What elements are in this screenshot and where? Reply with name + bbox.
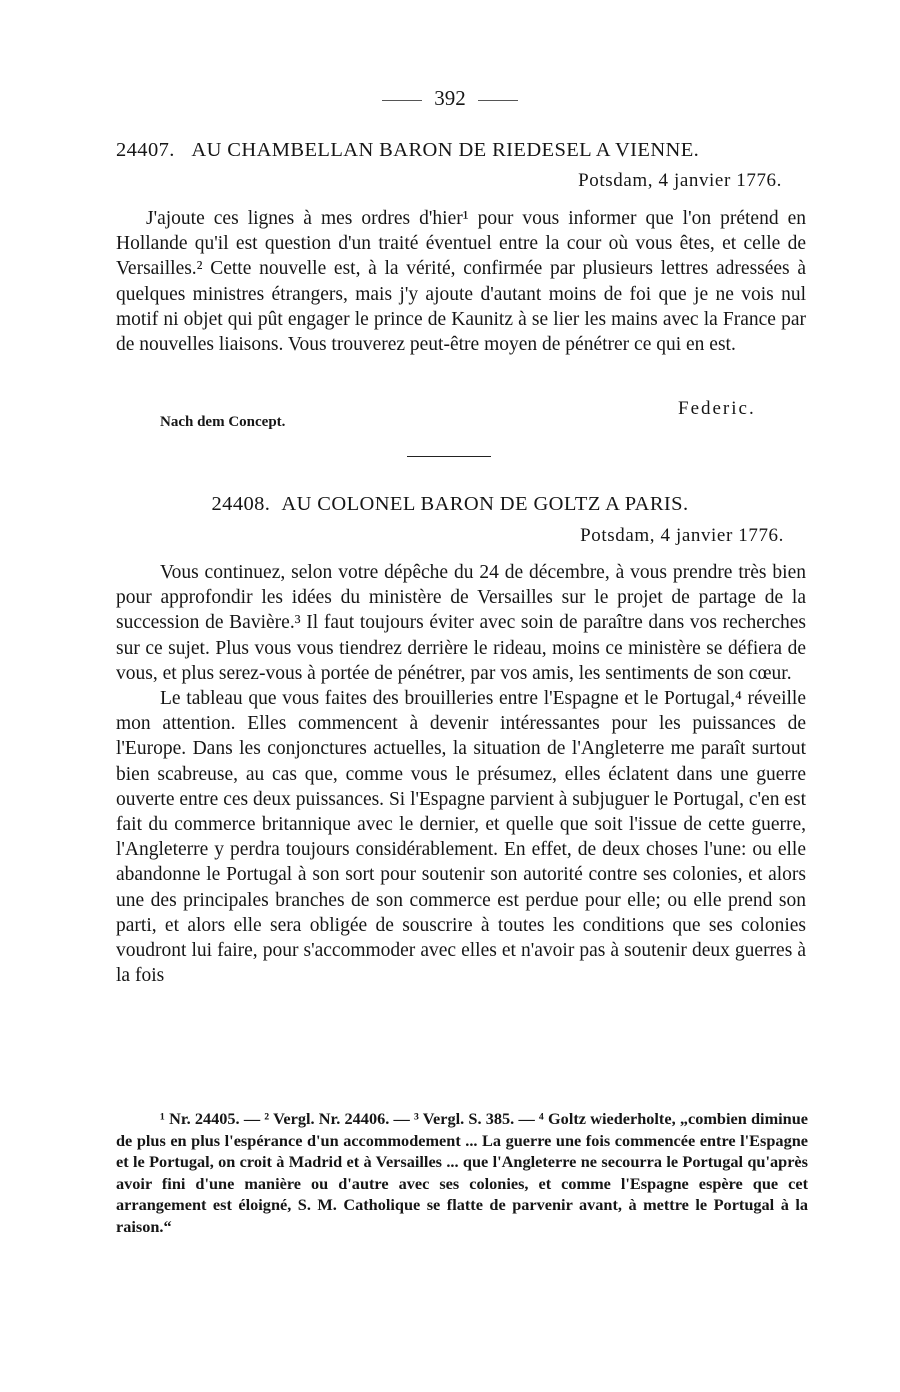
letter-body: [116, 560, 806, 988]
letter-heading: [100, 493, 800, 516]
letter-paragraph: Le tableau que vous faites des brouilleries entre l'Espagne et le Portugal,⁴ réveille mon attention. Elles commencent à devenir intéressantes pour les puissances de l'Europe. Dans les conjonctures actuelles, la situation de l'Angleterre me paraît surtout bien scabreuse, au cas que, comme vous le présumez, elles éclatent dans une guerre ouverte entre ces deux puissances. Si l'Espagne parvient à subjuguer le Portugal, c'en est fait du commerce britannique avec le dernier, et quelle que soit l'issue de cette guerre, l'Angleterre y perdra toujours considérablement. En effet, de deux choses l'une: ou elle abandonne le Portugal à son sort pour soutenir son autorité contre ses colonies, et alors une des principales branches de son commerce est perdue pour elle; ou elle prend son parti, et alors elle sera obligée de souscrire à toutes les conditions que ses colonies voudront lui faire, pour s'accommoder avec elles et n'avoir pas à soutenir deux guerres à la fois: [116, 688, 806, 987]
header-rule-right: [478, 100, 518, 101]
letter-paragraph: Vous continuez, selon votre dépêche du 24 de décembre, à vous prendre très bien pour approfondir les idées du ministère de Versailles sur le projet de partage de la succession de Bavière.³ Il faut toujours éviter avec soin de paraître dans vos recherches sur ce sujet. Plus vous vous tiendrez derrière le rideau, moins ce ministère se défiera de vous, et plus serez-vous à portée de pénétrer, par vos amis, les sentiments de son cœur.: [116, 562, 806, 684]
letter-recipient: AU CHAMBELLAN BARON DE RIEDESEL A VIENNE.: [191, 139, 700, 161]
section-divider: [407, 456, 491, 457]
source-note: Nach dem Concept.: [160, 414, 286, 430]
letter-paragraph: J'ajoute ces lignes à mes ordres d'hier¹ pour vous informer que l'on prétend en Hollande qu'il est question d'un traité éventuel entre la cour où vous êtes, et celle de Versailles.² Cette nouvelle est, à la vérité, confirmée par plusieurs lettres adressées à quelques ministres étrangers, mais j'y ajoute d'autant moins de foi que je ne vois nul motif ni objet qui pût engager le prince de Kaunitz à se lier les mains avec la France par de nouvelles liaisons. Vous trouverez peut-être moyen de pénétrer ce qui en est.: [116, 208, 806, 356]
letter-number: 24408.: [211, 493, 271, 515]
letter-number: 24407.: [116, 139, 175, 161]
page-number: 392: [434, 86, 466, 110]
letter-recipient: AU COLONEL BARON DE GOLTZ A PARIS.: [281, 493, 689, 515]
page-header: [0, 86, 900, 111]
letter-dateline: Potsdam, 4 janvier 1776.: [580, 525, 784, 546]
header-rule-left: [382, 100, 422, 101]
letter-heading: [116, 139, 806, 162]
letter-dateline: Potsdam, 4 janvier 1776.: [578, 170, 782, 191]
letter-signature: Federic.: [678, 398, 756, 419]
footnote-text: ¹ Nr. 24405. — ² Vergl. Nr. 24406. — ³ Vergl. S. 385. — ⁴ Goltz wiederholte, „combien diminue de plus en plus l'espérance d'un accommodement ... La guerre une fois commencée entre l'Espagne et le Portugal, on croit à Madrid et à Versailles ... que l'Angleterre ne secourra le Portugal qu'après avoir fini d'une manière ou d'autre avec ses colonies, et comme l'Espagne espère que cet arrangement est éloigné, S. M. Catholique se flatte de parvenir avant, à mettre le Portugal à la raison.“: [116, 1109, 808, 1236]
footnotes: [116, 1108, 808, 1238]
letter-body: [116, 206, 806, 357]
